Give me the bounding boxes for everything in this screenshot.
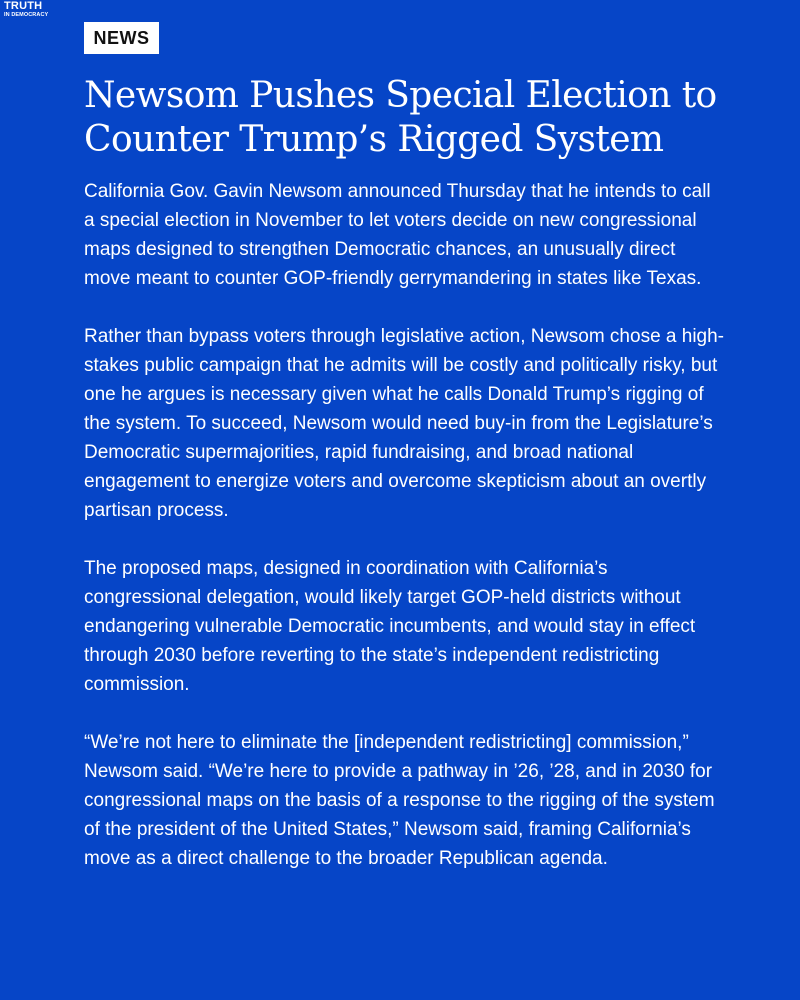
brand-logo-title: TRUTH [4, 0, 43, 12]
article-paragraph-4: “We’re not here to eliminate the [independent redistricting] commission,” Newsom said. “We’re here to provide a pathway in ’26, ’28, and in 2030 for congressional maps on the basis of a response to the rigging of the system of the president of the United States,” Newsom said, framing California’s move as a direct challenge to the broader Republican agenda. [84, 732, 715, 869]
brand-logo [4, 1, 48, 19]
article-paragraph-2: Rather than bypass voters through legislative action, Newsom chose a high-stakes public campaign that he admits will be costly and politically risky, but one he argues is necessary given what he calls Donald Trump’s rigging of the system. To succeed, Newsom would need buy-in from the Legislature’s Democratic supermajorities, rapid fundraising, and broad national engagement to energize voters and overcome skepticism about an overtly partisan process. [84, 326, 725, 521]
article-paragraph-3: The proposed maps, designed in coordination with California’s congressional delegation, would likely target GOP-held districts without endangering vulnerable Democratic incumbents, and would stay in effect through 2030 before reverting to the state’s independent redistricting commission. [84, 558, 696, 695]
article-body [84, 177, 724, 902]
article-paragraph-1: California Gov. Gavin Newsom announced Thursday that he intends to call a special election in November to let voters decide on new congressional maps designed to strengthen Democratic chances, an unusually direct move meant to counter GOP-friendly gerrymandering in states like Texas. [84, 181, 711, 289]
page-title: Newsom Pushes Special Election to Counter Trump’s Rigged System [84, 75, 717, 160]
brand-logo-subtitle: IN DEMOCRACY [4, 12, 49, 18]
news-badge: NEWS [84, 22, 159, 54]
